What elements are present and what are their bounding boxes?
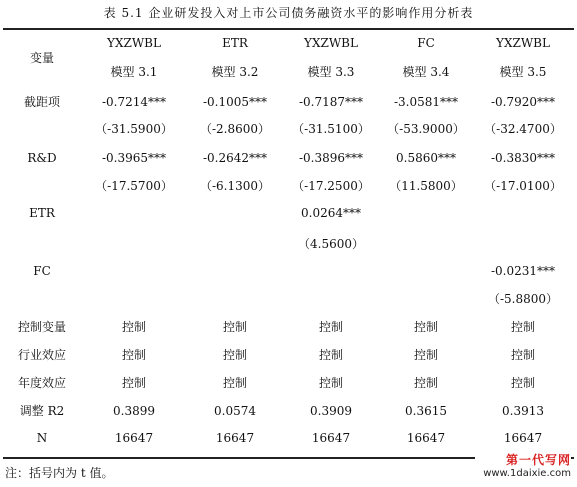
t-value-cell: （-17.2500） [292,179,370,193]
coefficient-cell: 控制 [510,348,536,362]
coefficient-cell: -0.2642*** [202,151,268,165]
coefficient-cell: 控制 [413,348,439,362]
coefficient-cell: 控制 [318,348,344,362]
coefficient-cell: 16647 [215,431,255,445]
watermark-brand: 第一代写网 [505,453,571,467]
t-value-cell: （-31.5900） [95,122,173,136]
header-dependent-var: FC [417,36,435,50]
t-value-cell: （-53.9000） [387,122,465,136]
coefficient-cell: -0.3896*** [298,151,364,165]
coefficient-cell: 16647 [114,431,154,445]
coefficient-cell: 0.3615 [405,404,447,418]
coefficient-cell: 控制 [222,348,248,362]
header-variable-label: 变量 [29,50,55,65]
table-caption: 表 5.1 企业研发投入对上市公司债务融资水平的影响作用分析表 [103,6,474,20]
coefficient-cell: 控制 [121,348,147,362]
t-value-cell: （4.5600） [298,237,364,251]
coefficient-cell: -0.0231*** [490,264,556,278]
header-model-name: 模型 3.4 [402,65,450,79]
header-dependent-var: ETR [222,36,248,50]
coefficient-cell: 0.0574 [214,404,256,418]
header-dependent-var: YXZWBL [107,36,161,50]
coefficient-cell: 0.3909 [310,404,352,418]
t-value-cell: （-6.1300） [199,179,271,193]
t-value-cell: （-32.4700） [484,122,562,136]
t-value-cell: （-17.0100） [484,179,562,193]
coefficient-cell: 控制 [318,376,344,390]
row-label: R&D [27,151,57,165]
coefficient-cell: 0.0264*** [301,206,361,220]
row-label: N [36,431,48,445]
coefficient-cell: 控制 [121,376,147,390]
coefficient-cell: 16647 [503,431,543,445]
header-model-name: 模型 3.3 [307,65,355,79]
coefficient-cell: 控制 [413,320,439,334]
row-label: 年度效应 [17,376,67,390]
row-label: ETR [29,206,55,220]
top-rule [3,28,574,30]
coefficient-cell: 控制 [222,320,248,334]
row-label: 截距项 [23,95,61,109]
watermark-url: www.1daixie.com [483,468,571,479]
coefficient-cell: -3.0581*** [393,95,459,109]
coefficient-cell: 16647 [406,431,446,445]
coefficient-cell: -0.7187*** [298,95,364,109]
coefficient-cell: 控制 [510,376,536,390]
coefficient-cell: 控制 [121,320,147,334]
coefficient-cell: 16647 [311,431,351,445]
table-note: 注：括号内为 t 值。 [5,466,114,480]
coefficient-cell: -0.3830*** [490,151,556,165]
header-model-name: 模型 3.1 [110,65,158,79]
coefficient-cell: 控制 [222,376,248,390]
coefficient-cell: -0.7214*** [101,95,167,109]
coefficient-cell: 0.3913 [502,404,544,418]
header-dependent-var: YXZWBL [496,36,550,50]
row-label: FC [33,264,51,278]
header-model-name: 模型 3.2 [211,65,259,79]
row-label: 控制变量 [17,320,67,334]
t-value-cell: （-5.8800） [487,292,559,306]
header-dependent-var: YXZWBL [304,36,358,50]
row-label: 调整 R2 [19,404,65,418]
coefficient-cell: 控制 [510,320,536,334]
coefficient-cell: 控制 [318,320,344,334]
coefficient-cell: -0.1005*** [202,95,268,109]
coefficient-cell: -0.7920*** [490,95,556,109]
coefficient-cell: 0.3899 [113,404,155,418]
header-model-name: 模型 3.5 [499,65,547,79]
row-label: 行业效应 [17,348,67,362]
t-value-cell: （11.5800） [389,179,463,193]
t-value-cell: （-2.8600） [199,122,271,136]
coefficient-cell: -0.3965*** [101,151,167,165]
coefficient-cell: 控制 [413,376,439,390]
watermark-logo [475,451,571,483]
t-value-cell: （-17.5700） [95,179,173,193]
t-value-cell: （-31.5100） [292,122,370,136]
coefficient-cell: 0.5860*** [396,151,456,165]
